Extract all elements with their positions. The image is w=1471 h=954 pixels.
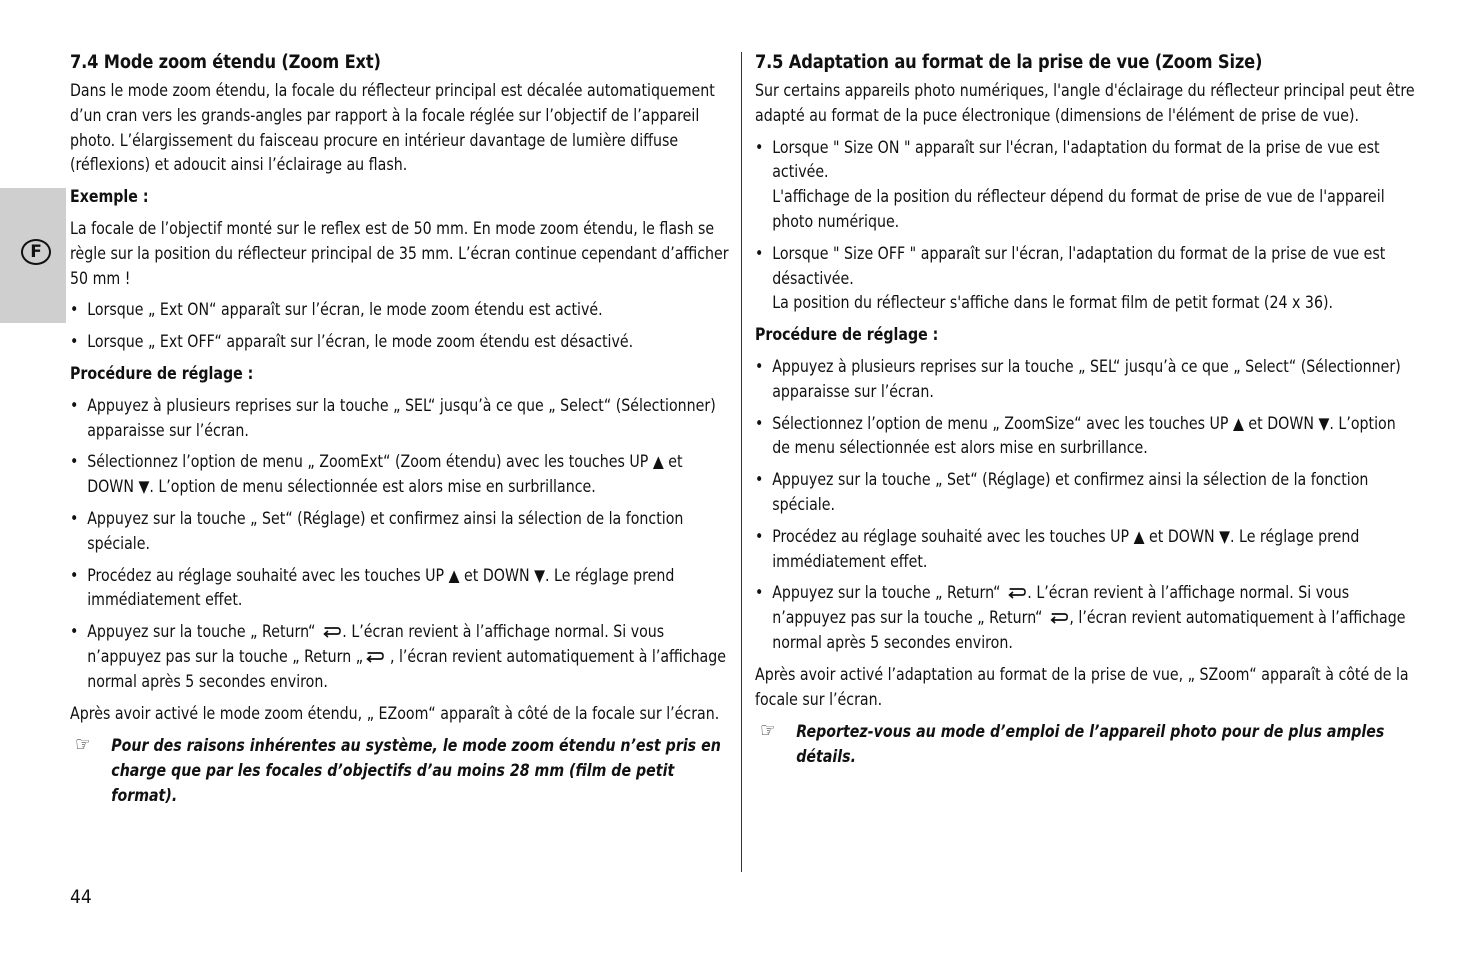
after-paragraph: Après avoir activé le mode zoom étendu, „ EZoom“ apparaît à côté de la focale sur l’écran. [70,703,720,723]
bullet-icon: • [755,470,764,490]
bullet-icon: • [70,565,79,585]
procedure-heading: Procédure de réglage : [755,325,939,345]
return-icon [363,649,385,663]
list-item: • Procédez au réglage souhaité avec les touches UP ▲ et DOWN ▼. Le réglage prend immédiatement effet. [755,526,1360,571]
example-paragraph: La focale de l’objectif monté sur le reflex est de 50 mm. En mode zoom étendu, le flash se règle sur la position du réflecteur principal de 35 mm. L’écran continue cependant d’afficher 50 mm ! [70,218,729,288]
return-icon [1005,585,1027,599]
section-zoom-size [755,52,1415,770]
return-icon [320,624,342,638]
procedure-heading: Procédure de réglage : [70,363,254,383]
list-item: • Appuyez sur la touche „ Return“ . L’écran revient à l’affichage normal. Si vous n’appuyez pas sur la touche „ Return“ , l’écran revient automatiquement à l’affichage normal après 5 secondes environ. [755,583,1406,652]
section-title: 7.5 Adaptation au format de la prise de vue (Zoom Size) [755,52,1263,73]
pointing-hand-icon: ☞ [75,732,91,757]
list-item: • Appuyez sur la touche „ Set“ (Réglage) et confirmez ainsi la sélection de la fonction spéciale. [70,508,684,553]
bullet-icon: • [70,395,79,415]
list-item: • Appuyez sur la touche „ Return“ . L’écran revient à l’affichage normal. Si vous n’appuyez pas sur la touche „ Return „ , l’écran revient automatiquement à l’affichage normal après 5 secondes environ. [70,622,726,691]
list-item: • Lorsque " Size OFF " apparaît sur l'écran, l'adaptation du format de la prise de vue est désactivée. La position du réflecteur s'affiche dans le format film de petit format (24 x 36). [755,243,1386,313]
bullet-icon: • [70,508,79,528]
pointing-hand-icon: ☞ [760,718,776,743]
intro-paragraph: Sur certains appareils photo numériques, l'angle d'éclairage du réflecteur principal peut être adapté au format de la puce électronique (dimensions de l'élément de prise de vue). [755,81,1415,125]
bullet-icon: • [755,413,764,433]
bullet-icon: • [755,137,764,157]
example-heading: Exemple : [70,187,149,207]
list-item: • Appuyez sur la touche „ Set“ (Réglage) et confirmez ainsi la sélection de la fonction spéciale. [755,470,1369,514]
list-item: • Sélectionnez l’option de menu „ ZoomSize“ avec les touches UP ▲ et DOWN ▼. L’option de menu sélectionnée est alors mise en surbrillance. [755,413,1396,458]
list-item: • Sélectionnez l’option de menu „ ZoomExt“ (Zoom étendu) avec les touches UP ▲ et DOWN ▼. L’option de menu sélectionnée est alors mise en surbrillance. [70,452,683,497]
intro-paragraph: Dans le mode zoom étendu, la focale du réflecteur principal est décalée automatiquement d’un cran vers les grands-angles par rapport à la focale réglée sur l’objectif de l’appareil photo. L’élargissement du faisceau procure en intérieur davantage de lumière diffuse (réflexions) et adoucit ainsi l’éclairage au flash. [70,81,715,175]
after-paragraph: Après avoir activé l’adaptation au format de la prise de vue, „ SZoom“ apparaît à côté de la focale sur l’écran. [755,664,1409,709]
note: ☞ Reportez-vous au mode d’emploi de l’appareil photo pour de plus amples détails. [760,718,1385,767]
section-title: 7.4 Mode zoom étendu (Zoom Ext) [70,52,381,73]
return-icon [1047,610,1069,624]
bullet-icon: • [755,583,764,603]
bullet-icon: • [755,356,764,376]
list-item: • Procédez au réglage souhaité avec les touches UP ▲ et DOWN ▼. Le réglage prend immédiatement effet. [70,565,675,610]
list-item: • Appuyez à plusieurs reprises sur la touche „ SEL“ jusqu’à ce que „ Select“ (Sélectionner) apparaisse sur l’écran. [70,395,716,440]
bullet-icon: • [70,622,79,642]
bullet-icon: • [70,452,79,472]
list-item: • Lorsque " Size ON " apparaît sur l'écran, l'adaptation du format de la prise de vue est activée. L'affichage de la position du réflecteur dépend du format de prise de vue de l'appareil photo numérique. [755,137,1385,231]
column-divider [741,52,742,872]
bullet-icon: • [755,243,764,263]
list-item: • Lorsque „ Ext ON“ apparaît sur l’écran, le mode zoom étendu est activé. [70,298,732,323]
bullet-icon: • [755,526,764,546]
list-item: • Lorsque „ Ext OFF“ apparaît sur l’écran, le mode zoom étendu est désactivé. [70,330,732,355]
bullet-icon: • [70,300,79,320]
page-number: 44 [70,886,92,908]
section-zoom-ext [70,52,730,809]
note: ☞ Pour des raisons inhérentes au système, le mode zoom étendu n’est pris en charge que par les focales d’objectifs d’au moins 28 mm (film de petit format). [75,732,721,805]
list-item: • Appuyez à plusieurs reprises sur la touche „ SEL“ jusqu’à ce que „ Select“ (Sélectionner) apparaisse sur l’écran. [755,356,1401,401]
bullet-icon: • [70,332,79,352]
language-tab-letter: F [21,239,51,265]
